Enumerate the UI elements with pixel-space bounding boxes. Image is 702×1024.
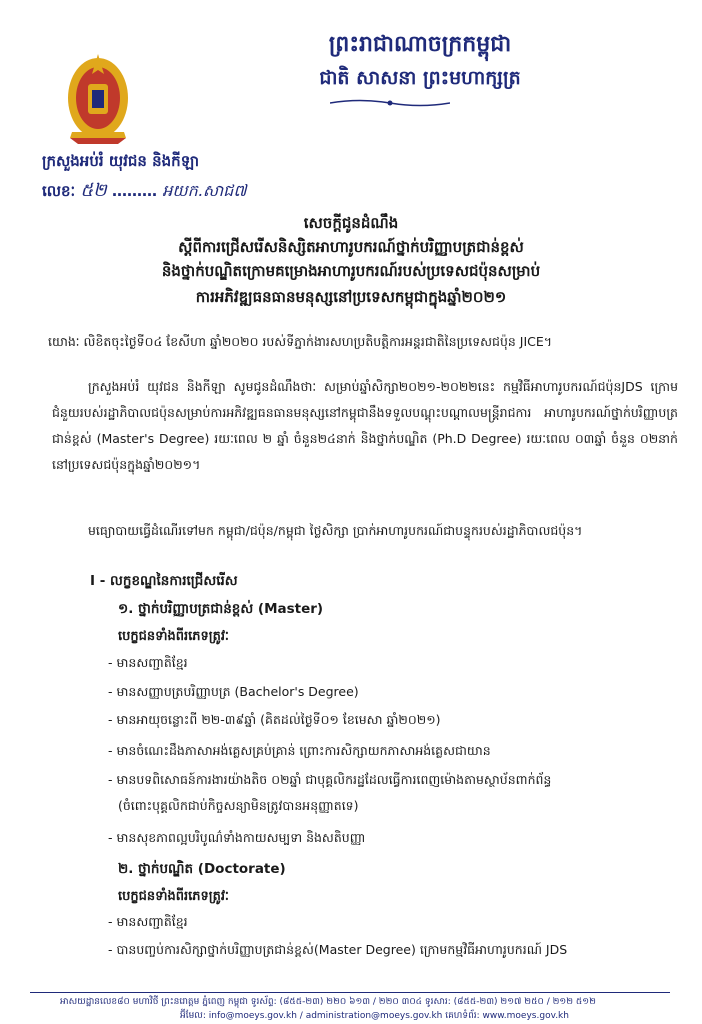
master-requirements-label: បេក្ខជនទាំងពីរភេទត្រូវៈ: [118, 629, 229, 644]
intro-paragraph: ក្រសួងអប់រំ យុវជន និងកីឡា សូមជូនដំណឹងថាៈ សម្រាប់ឆ្នាំសិក្សា២០២១-២០២២នេះ កម្មវិធីអាហារូបករណ៍ជប៉ុនJDS ក្រោមជំនួយរបស់រដ្ឋាភិបាលជប៉ុនសម្រាប់ការអភិវឌ្ឍធនធានមនុស្សនៅកម្ពុជានឹងទទួលបណ្តុះបណ្តាលមន្ត្រីរាជការ អាហារូបករណ៍ថ្នាក់បរិញ្ញាបត្រជាន់ខ្ពស់ (Master's Degree) រយៈពេល ២ ឆ្នាំ ចំនួន២៤នាក់ និងថ្នាក់បណ្ឌិត (Ph.D Degree) រយៈពេល ០៣ឆ្នាំ ចំនួន ០២នាក់ នៅប្រទេសជប៉ុនក្នុងឆ្នាំ២០២១។: [52, 379, 678, 472]
reference-line: យោងៈ លិខិតចុះថ្ងៃទី០៤ ខែសីហា ឆ្នាំ២០២០ របស់ទីភ្នាក់ងារសហប្រតិបត្តិការអន្តរជាតិនៃប្រទេសជប៉ុន JICE។: [48, 334, 553, 349]
master-heading: ១. ថ្នាក់បរិញ្ញាបត្រជាន់ខ្ពស់ (Master): [118, 601, 324, 617]
ornament-divider: [330, 98, 450, 108]
kingdom-title: ព្រះរាជាណាចក្រកម្ពុជា: [328, 32, 512, 57]
section-heading: I - លក្ខខណ្ឌនៃការជ្រើសរើស: [90, 573, 238, 589]
notice-subject-line3: ការអភិវឌ្ឍធនធានមនុស្សនៅប្រទេសកម្ពុជាក្នុងឆ្នាំ២០២១: [195, 288, 507, 306]
ref-suffix: អយក.សាជ៧: [162, 181, 247, 200]
list-item: - មានសញ្ជាតិខ្មែរ: [108, 655, 188, 670]
list-item: - មានចំណេះដឹងភាសាអង់គ្លេសគ្រប់គ្រាន់ ព្រោះការសិក្សាយកភាសាអង់គ្លេសជាយាន: [108, 743, 491, 758]
footer-divider: [30, 992, 670, 993]
ref-number: ៥២: [80, 180, 107, 201]
list-item: - មានបទពិសោធន៍ការងារយ៉ាងតិច ០២ឆ្នាំ ជាបុគ្គលិករដ្ឋដែលធ្វើការពេញម៉ោងតាមស្ថាប័នពាក់ព័ន្ធ: [108, 772, 552, 787]
list-item: - បានបញ្ចប់ការសិក្សាថ្នាក់បរិញ្ញាបត្រជាន់ខ្ពស់(Master Degree) ក្រោមកម្មវិធីអាហារូបករណ៍ JDS: [108, 942, 568, 957]
doctorate-heading: ២. ថ្នាក់បណ្ឌិត (Doctorate): [118, 861, 286, 877]
travel-paragraph: មធ្យោបាយធ្វើដំណើរទៅមក កម្ពុជា/ជប៉ុន/កម្ពុជា ថ្លៃសិក្សា ប្រាក់អាហារូបករណ៍ជាបន្ទុករបស់រដ្ឋាភិបាលជប៉ុន។: [88, 523, 583, 538]
doctorate-requirements-label: បេក្ខជនទាំងពីរភេទត្រូវៈ: [118, 889, 229, 904]
notice-subject-line2: និងថ្នាក់បណ្ឌិតក្រោមគម្រោងអាហារូបករណ៍របស់ប្រទេសជប៉ុនសម្រាប់: [161, 262, 541, 280]
reference-number-line: លេខៈ ៥២ ……… អយក.សាជ៧: [42, 180, 247, 201]
ministry-name: ក្រសួងអប់រំ យុវជន និងកីឡា: [42, 152, 200, 170]
list-item-note: (ចំពោះបុគ្គលិកជាប់កិច្ចសន្យាមិនត្រូវបានអនុញ្ញាតទេ): [118, 798, 359, 813]
list-item: - មានសញ្ញាបត្របរិញ្ញាបត្រ (Bachelor's Degree): [108, 684, 359, 699]
list-item: - មានសញ្ជាតិខ្មែរ: [108, 914, 188, 929]
notice-subject-line1: ស្តីពីការជ្រើសរើសនិស្សិតអាហារូបករណ៍ថ្នាក់បរិញ្ញាបត្រជាន់ខ្ពស់: [178, 238, 524, 256]
footer-contact: អ៊ីមែល: info@moeys.gov.kh / administration@moeys.gov.kh គេហទំព័រ: www.moeys.gov.kh: [180, 1011, 569, 1021]
notice-title: សេចក្តីជូនដំណឹង: [303, 214, 399, 232]
ref-label: លេខៈ: [42, 182, 76, 200]
ministry-emblem: [58, 40, 138, 150]
kingdom-motto: ជាតិ សាសនា ព្រះមហាក្សត្រ: [319, 67, 521, 89]
list-item: - មានសុខភាពល្អបរិបូណ៌ទាំងកាយសម្បទា និងសតិបញ្ញា: [108, 830, 366, 845]
list-item: - មានអាយុចន្លោះពី ២២-៣៩ឆ្នាំ (គិតដល់ថ្ងៃទី០១ ខែមេសា ឆ្នាំ២០២១): [108, 712, 441, 727]
footer-address: អាសយដ្ឋានលេខ៨០ មហាវិថី ព្រះនរោត្តម ភ្នំពេញ កម្ពុជា ទូរស័ព្ទ: (៨៥៥-២៣) ២២០ ៦១៣ / ២២០ ៣០៤ ទូរសារ: (៨៥៥-២៣) ២១៧ ២៥០ / ២១២ ៥១២: [60, 997, 596, 1007]
